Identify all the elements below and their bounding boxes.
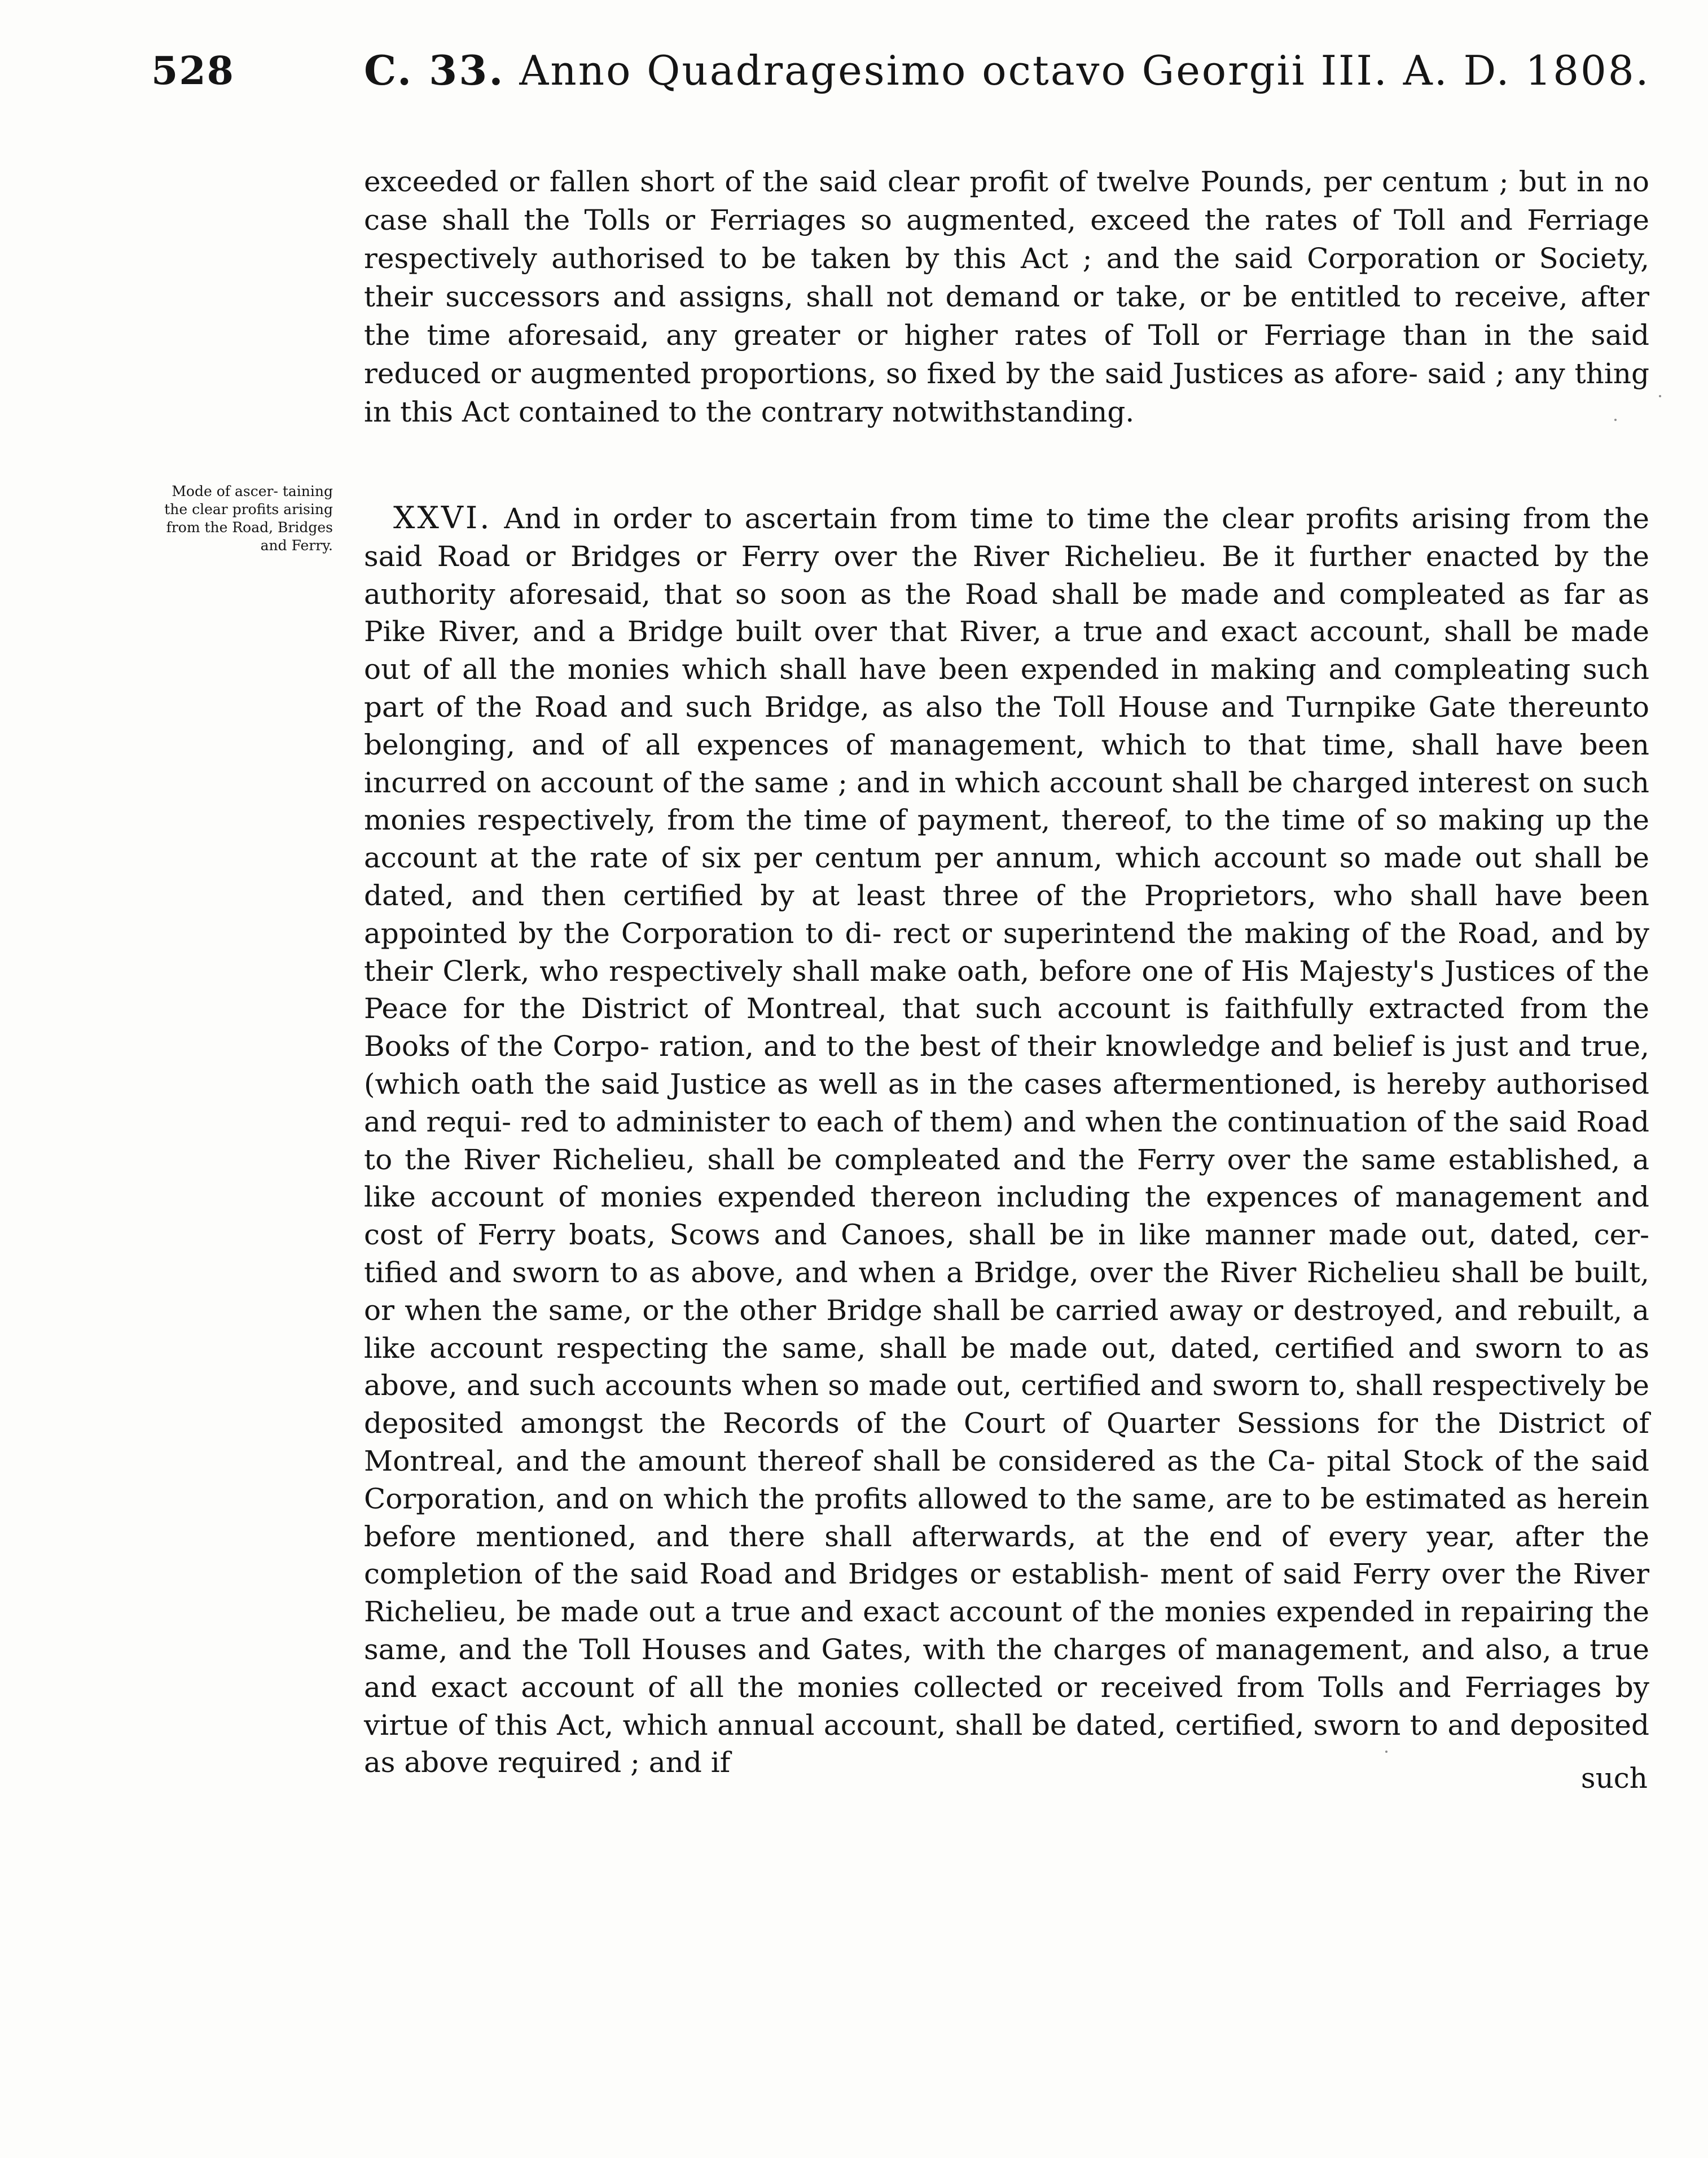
running-head — [364, 46, 1650, 94]
page-number: 528 — [151, 49, 235, 94]
catchword: such — [1580, 1762, 1648, 1795]
chapter-number: C. 33. — [364, 46, 505, 94]
continuation-paragraph: exceeded or fallen short of the said clear profit of twelve Pounds, per centum ; but in no case shall the Tolls or Ferriages so augmented, exceed the rates of Toll and Ferriage respectively authorised to be taken by this Act ; and the said Corporation or Society, their successors and assigns, shall not demand or take, or be entitled to receive, after the time aforesaid, any greater or higher rates of Toll or Ferriage than in the said reduced or augmented proportions, so fixed by the said Justices as afore- said ; any thing in this Act contained to the contrary notwithstanding. — [364, 165, 1649, 428]
section-text: And in order to ascertain from time to time the clear profits arising from the said Road or Bridges or Ferry over the River Richelieu. Be it further enacted by the authority aforesaid, that so soon as the Road shall be made and compleated as far as Pike River, and a Bridge built over that River, a true and exact account, shall be made out of all the monies which shall have been expended in making and compleating such part of the Road and such Bridge, as also the Toll House and Turnpike Gate thereunto belonging, and of all expences of management, which to that time, shall have been incurred on account of the same ; and in which account shall be charged interest on such monies respectively, from the time of payment, thereof, to the time of so making up the account at the rate of six per centum per annum, which account so made out shall be dated, and then certified by at least three of the Proprietors, who shall have been appointed by the Corporation to di- rect or superintend the making of the Road, and by their Clerk, who respectively shall make oath, before one of His Majesty's Justices of the Peace for the District of Montreal, that such account is faithfully extracted from the Books of the Corpo- ration, and to the best of their knowledge and belief is just and true, (which oath the said Justice as well as in the cases aftermentioned, is hereby authorised and requi- red to administer to each of them) and when the continuation of the said Road to the River Richelieu, shall be compleated and the Ferry over the same established, a like account of monies expended thereon including the expences of management and cost of Ferry boats, Scows and Canoes, shall be in like manner made out, dated, cer- tified and sworn to as above, and when a Bridge, over the River Richelieu shall be built, or when the same, or the other Bridge shall be carried away or destroyed, and rebuilt, a like account respecting the same, shall be made out, dated, certified and sworn to as above, and such accounts when so made out, certified and sworn to, shall respectively be deposited amongst the Records of the Court of Quarter Sessions for the District of Montreal, and the amount thereof shall be considered as the Ca- pital Stock of the said Corporation, and on which the profits allowed to the same, are to be estimated as herein before mentioned, and there shall afterwards, at the end of every year, after the completion of the said Road and Bridges or establish- ment of said Ferry over the River Richelieu, be made out a true and exact account of the monies expended in repairing the same, and the Toll Houses and Gates, with the charges of management, and also, a true and exact account of all the monies collected or received from Tolls and Ferriages by virtue of this Act, which annual account, shall be dated, certified, sworn to and deposited as above required ; and if — [364, 502, 1649, 1779]
section-xxvi — [364, 499, 1649, 1782]
sidenote: Mode of ascer- taining the clear profits arising from the Road, Bridges and Ferry. — [164, 483, 333, 554]
paper-speck — [1614, 419, 1617, 421]
act-title: Anno Quadragesimo octavo Georgii III. A. D. 1808. — [519, 47, 1650, 94]
paper-speck — [1385, 1751, 1388, 1753]
paper-speck — [1659, 395, 1661, 397]
section-number: XXVI. — [393, 500, 492, 536]
